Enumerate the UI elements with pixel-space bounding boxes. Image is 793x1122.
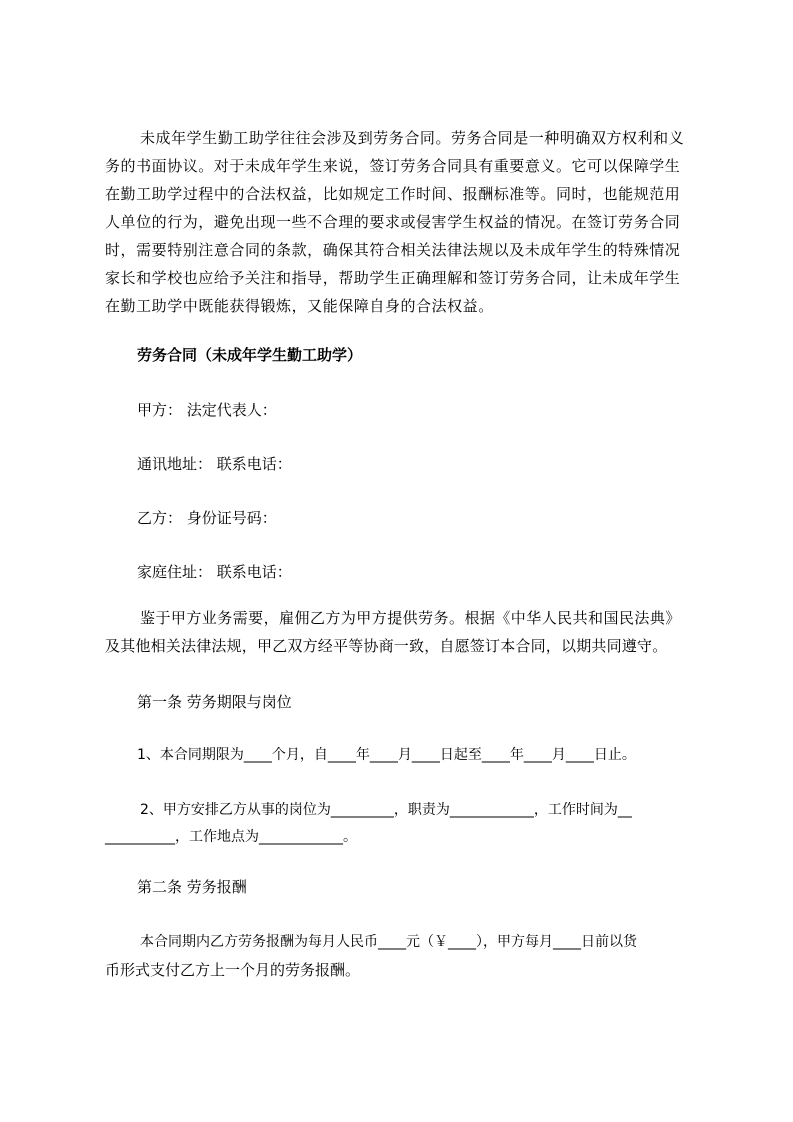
preamble-line-2: 及其他相关法律法规，甲乙双方经平等协商一致，自愿签订本合同，以期共同遵守。 — [105, 637, 668, 655]
article-2-heading: 第二条 劳务报酬 — [137, 878, 247, 896]
intro-line-2: 务的书面协议。对于未成年学生来说，签订劳务合同具有重要意义。它可以保障学生 — [105, 157, 681, 175]
party-b-contact-line: 家庭住址： 联系电话： — [137, 563, 292, 581]
article-2-clause-line-1: 本合同期内乙方劳务报酬为每月人民币____元（￥____），甲方每月____日前以货 — [140, 934, 637, 950]
intro-line-1: 未成年学生勤工助学往往会涉及到劳务合同。劳务合同是一种明确双方权利和义 — [140, 129, 685, 147]
intro-line-7: 在勤工助学中既能获得锻炼，又能保障自身的合法权益。 — [105, 297, 494, 315]
article-1-clause-1: 1、本合同期限为____个月，自____年____月____日起至____年____月____日止。 — [137, 747, 636, 763]
party-a-contact-line: 通讯地址： 联系电话： — [137, 455, 292, 473]
article-1-heading: 第一条 劳务期限与岗位 — [137, 693, 292, 711]
party-b-line: 乙方： 身份证号码： — [137, 509, 277, 527]
article-1-clause-2-line-2: __________，工作地点为____________。 — [105, 829, 357, 845]
contract-title: 劳务合同（未成年学生勤工助学） — [137, 346, 363, 364]
intro-line-3: 在勤工助学过程中的合法权益，比如规定工作时间、报酬标准等。同时，也能规范用 — [105, 185, 681, 203]
intro-line-5: 时，需要特别注意合同的条款，确保其符合相关法律法规以及未成年学生的特殊情况 — [105, 241, 681, 259]
party-a-line: 甲方： 法定代表人： — [137, 401, 277, 419]
intro-line-6: 家长和学校也应给予关注和指导，帮助学生正确理解和签订劳务合同，让未成年学生 — [105, 269, 681, 287]
intro-line-4: 人单位的行为，避免出现一些不合理的要求或侵害学生权益的情况。在签订劳务合同 — [105, 213, 681, 231]
preamble-line-1: 鉴于甲方业务需要，雇佣乙方为甲方提供劳务。根据《中华人民共和国民法典》 — [140, 609, 681, 627]
article-2-clause-line-2: 币形式支付乙方上一个月的劳务报酬。 — [105, 961, 361, 979]
article-1-clause-2-line-1: 2、甲方安排乙方从事的岗位为_________，职责为____________，工作时间为__ — [140, 802, 632, 818]
